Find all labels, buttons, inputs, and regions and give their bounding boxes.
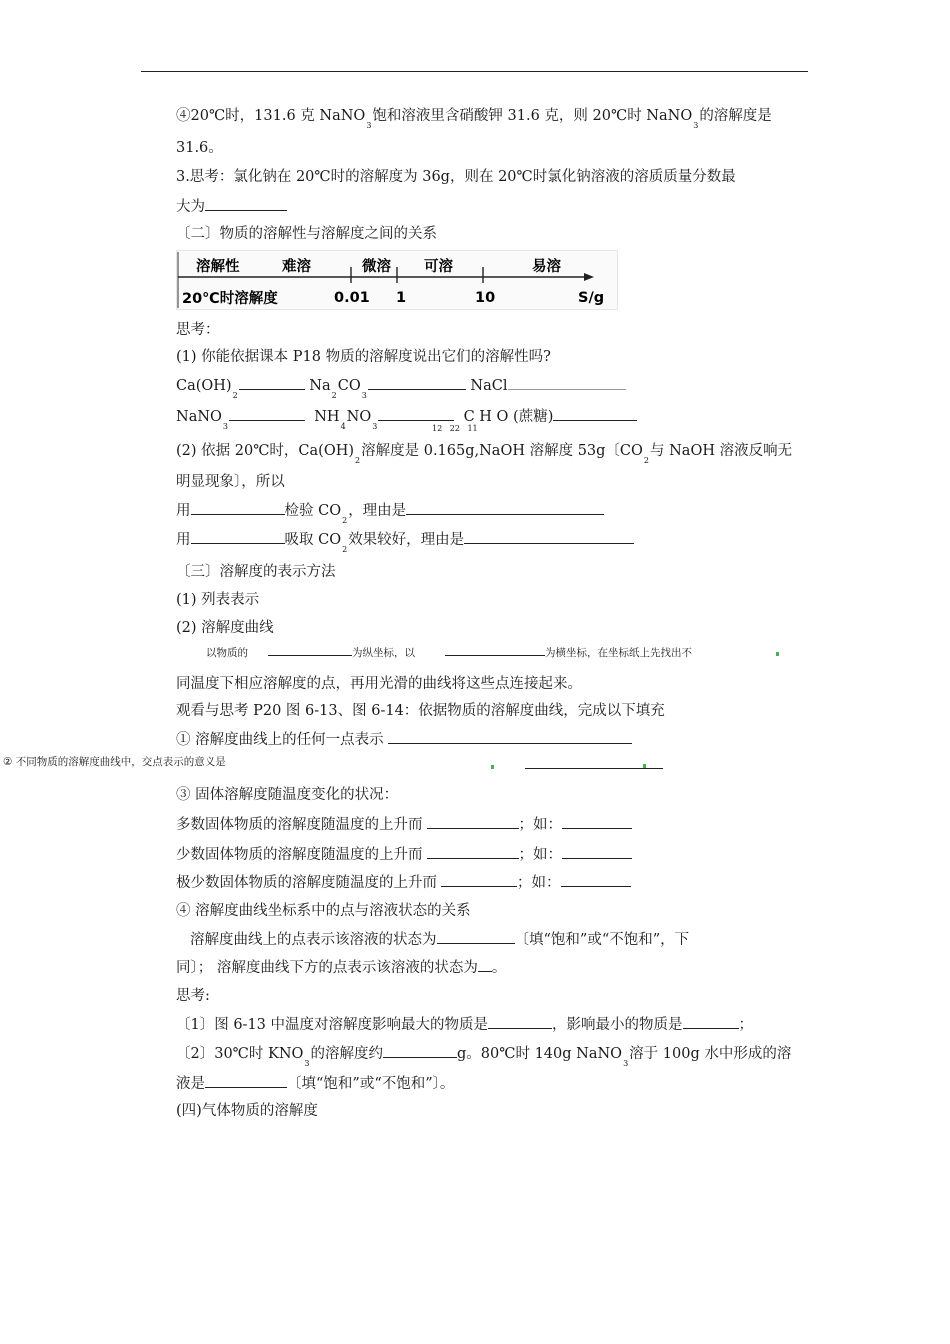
point-state-line2 (176, 957, 506, 978)
think-q2-line2 (176, 1073, 454, 1094)
formula-nano3: NaNO (176, 409, 222, 425)
scale-row2-label: 20℃时溶解度 (182, 291, 278, 307)
answer-blank[interactable] (683, 1014, 739, 1029)
answer-blank[interactable] (562, 814, 632, 829)
temp-rare-text: 极少数固体物质的溶解度随温度的上升而 (176, 875, 437, 891)
think3-line1: 3.思考：氯化钠在 20℃时的溶解度为 36g，则在 20℃时氯化钠溶液的溶质质量分数最 (176, 169, 736, 185)
subscript: 2 (342, 545, 348, 554)
think-q2-text-f: 〔填“饱和”或“不饱和”〕。 (287, 1076, 455, 1092)
answer-blank[interactable] (368, 375, 466, 390)
formula-caoh2: Ca(OH) (176, 378, 232, 394)
answer-blank[interactable] (383, 1043, 457, 1058)
curve-text-a: 以物质的 (206, 647, 248, 659)
subscript: 3 (361, 391, 367, 400)
item4-text-c: 的溶解度是 (699, 108, 772, 124)
subscript: 4 (340, 422, 346, 431)
use-text: 用 (176, 503, 191, 519)
intersection-line: ② 不同物质的溶解度曲线中，交点表示的意义是 (3, 756, 226, 768)
formula-na2co3-co: CO (337, 378, 361, 394)
answer-blank[interactable] (191, 529, 285, 544)
curve-point-text: ① 溶解度曲线上的任何一点表示 (176, 732, 384, 748)
section2-title: 〔二〕物质的溶解性与溶解度之间的关系 (176, 226, 437, 242)
scale-value-0.01: 0.01 (334, 290, 370, 306)
think-label-2: 思考: (176, 988, 210, 1004)
answer-blank[interactable] (239, 375, 305, 390)
think-q2-text-a: 〔2〕30℃时 KNO (176, 1046, 304, 1062)
subscript: 22 (449, 424, 460, 433)
scale-label-soluble: 可溶 (424, 259, 453, 275)
think-label: 思考： (176, 322, 220, 338)
formula-na2co3: Na (309, 378, 331, 394)
q2-text-b: 溶解度是 0.165g,NaOH 溶解度 53g〔CO (361, 443, 643, 459)
curve-point-line (176, 729, 632, 750)
header-rule (141, 71, 808, 72)
point-state-title: ④ 溶解度曲线坐标系中的点与溶液状态的关系 (176, 903, 471, 919)
answer-blank[interactable] (378, 406, 454, 421)
formula-nh4no3-no: NO (346, 409, 372, 425)
curve-line1 (206, 643, 692, 663)
answer-blank[interactable] (268, 645, 352, 656)
subscript: 3 (372, 422, 378, 431)
item4-text-b: 饱和溶液里含硝酸钾 31.6 克，则 20℃时 NaNO (372, 108, 693, 124)
q1-text: (1) 你能依据课本 P18 物质的溶解度说出它们的溶解性吗? (176, 349, 551, 365)
sucrose-name: (蔗糖) (513, 409, 554, 425)
answer-blank[interactable] (205, 1073, 287, 1088)
answer-blank[interactable] (205, 196, 287, 211)
point-state-text-c: 同〕； 溶解度曲线下方的点表示该溶液的状态为 (176, 960, 478, 976)
solubility-scale-chart (176, 250, 618, 310)
q2-text-c: 与 NaOH 溶液反响无 (650, 443, 793, 459)
think-q1-text-b: ，影响最小的物质是 (552, 1017, 683, 1033)
section4-title: (四)气体物质的溶解度 (176, 1103, 318, 1119)
stray-mark (776, 652, 779, 656)
answer-blank[interactable] (229, 406, 305, 421)
think3-line2 (176, 196, 287, 217)
q2-absorb-line (176, 529, 634, 552)
answer-blank[interactable] (488, 1014, 552, 1029)
temp-change-title: ③ 固体溶解度随温度变化的状况： (176, 787, 399, 803)
temp-few-text: 少数固体物质的溶解度随温度的上升而 (176, 847, 423, 863)
think-q2-line1 (176, 1043, 791, 1066)
answer-blank[interactable] (427, 844, 519, 859)
scale-label-slightly: 微溶 (362, 259, 391, 275)
subscript: 3 (304, 1059, 310, 1068)
think3-text: 大为 (176, 199, 205, 215)
answer-blank[interactable] (508, 375, 626, 390)
scale-label-easily: 易溶 (532, 259, 561, 275)
answer-blank[interactable] (441, 872, 517, 887)
subscript: 12 (432, 424, 443, 433)
subscript: 2 (342, 516, 348, 525)
temp-most-text: 多数固体物质的溶解度随温度的上升而 (176, 817, 423, 833)
curve-line2: 同温度下相应溶解度的点，再用光滑的曲线将这些点连接起来。 (176, 676, 582, 692)
q2-text-a: (2) 依据 20℃时，Ca(OH) (176, 443, 355, 459)
scale-value-1: 1 (396, 290, 407, 306)
section3-title: 〔三〕溶解度的表示方法 (176, 564, 336, 580)
item4-line2: 31.6。 (176, 140, 223, 156)
scale-value-10: 10 (475, 290, 496, 306)
think-q2-text-d: 溶于 100g 水中形成的溶 (629, 1046, 792, 1062)
curve-text-c: 为横坐标，在坐标纸上先找出不 (545, 647, 692, 659)
example-text: ；如： (518, 847, 562, 863)
answer-blank[interactable] (437, 929, 515, 944)
semicolon: ； (738, 1017, 754, 1033)
think-q2-text-c: g。80℃时 140g NaNO (457, 1046, 623, 1062)
temp-change-most (176, 814, 632, 835)
think-q2-text-b: 的溶解度约 (310, 1046, 384, 1062)
answer-blank[interactable] (445, 645, 545, 656)
formula-nh4no3: NH (314, 409, 340, 425)
point-state-text-a: 溶解度曲线上的点表示该溶液的状态为 (190, 932, 437, 948)
check-co2-text: 检验 CO (284, 503, 342, 519)
subscript: 11 (467, 424, 478, 433)
answer-blank[interactable] (561, 872, 631, 887)
subscript: 2 (331, 391, 337, 400)
subscript: 3 (693, 121, 699, 130)
item4-text-a: ④20℃时，131.6 克 NaNO (176, 108, 366, 124)
formula-row-1 (176, 375, 626, 398)
answer-blank[interactable] (478, 957, 492, 972)
formula-sucrose: C H O (463, 409, 509, 425)
temp-change-few (176, 844, 632, 865)
reason-text: ，理由是 (348, 503, 407, 519)
think-q1-text-a: 〔1〕图 6-13 中温度对溶解度影响最大的物质是 (176, 1017, 489, 1033)
formula-row-2 (176, 406, 637, 429)
method-table: (1) 列表表示 (176, 592, 260, 608)
absorb-co2-text: 吸取 CO (284, 532, 342, 548)
item4-line1 (176, 106, 772, 128)
q2-check-line (176, 500, 604, 523)
answer-blank[interactable] (388, 729, 632, 744)
subscript: 3 (623, 1059, 629, 1068)
subscript: 2 (232, 391, 238, 400)
reason-text: 效果较好，理由是 (348, 532, 465, 548)
formula-nacl: NaCl (470, 378, 508, 394)
q2-line2: 明显现象〕，所以 (176, 474, 285, 490)
example-text: ；如： (517, 875, 561, 891)
use-text: 用 (176, 532, 191, 548)
answer-blank[interactable] (406, 500, 604, 515)
answer-blank[interactable] (191, 500, 285, 515)
observe-line: 观看与思考 P20 图 6-13、图 6-14：依据物质的溶解度曲线，完成以下填充 (176, 703, 665, 719)
stray-mark (643, 764, 646, 768)
point-state-text-b: 〔填“饱和”或“不饱和”，下 (514, 932, 690, 948)
period: 。 (491, 960, 507, 976)
sucrose-subscripts (432, 424, 478, 434)
subscript: 3 (222, 422, 229, 431)
example-text: ；如： (518, 817, 562, 833)
subscript: 3 (366, 121, 372, 130)
point-state-line1 (190, 929, 689, 950)
q2-line1 (176, 441, 792, 463)
answer-blank[interactable] (562, 844, 632, 859)
scale-label-insoluble: 难溶 (282, 259, 311, 275)
answer-blank[interactable] (427, 814, 519, 829)
scale-label-solubility: 溶解性 (196, 259, 240, 275)
answer-blank[interactable] (553, 406, 637, 421)
answer-blank[interactable] (464, 529, 634, 544)
method-curve: (2) 溶解度曲线 (176, 620, 274, 636)
curve-text-b: 为纵坐标，以 (352, 647, 415, 659)
temp-change-rare (176, 872, 631, 893)
think-q1 (176, 1014, 753, 1035)
subscript: 2 (355, 456, 361, 465)
think-q2-text-e: 液是 (176, 1076, 205, 1092)
subscript: 2 (643, 456, 650, 465)
stray-mark (491, 765, 494, 769)
scale-unit: S/g (578, 290, 605, 306)
